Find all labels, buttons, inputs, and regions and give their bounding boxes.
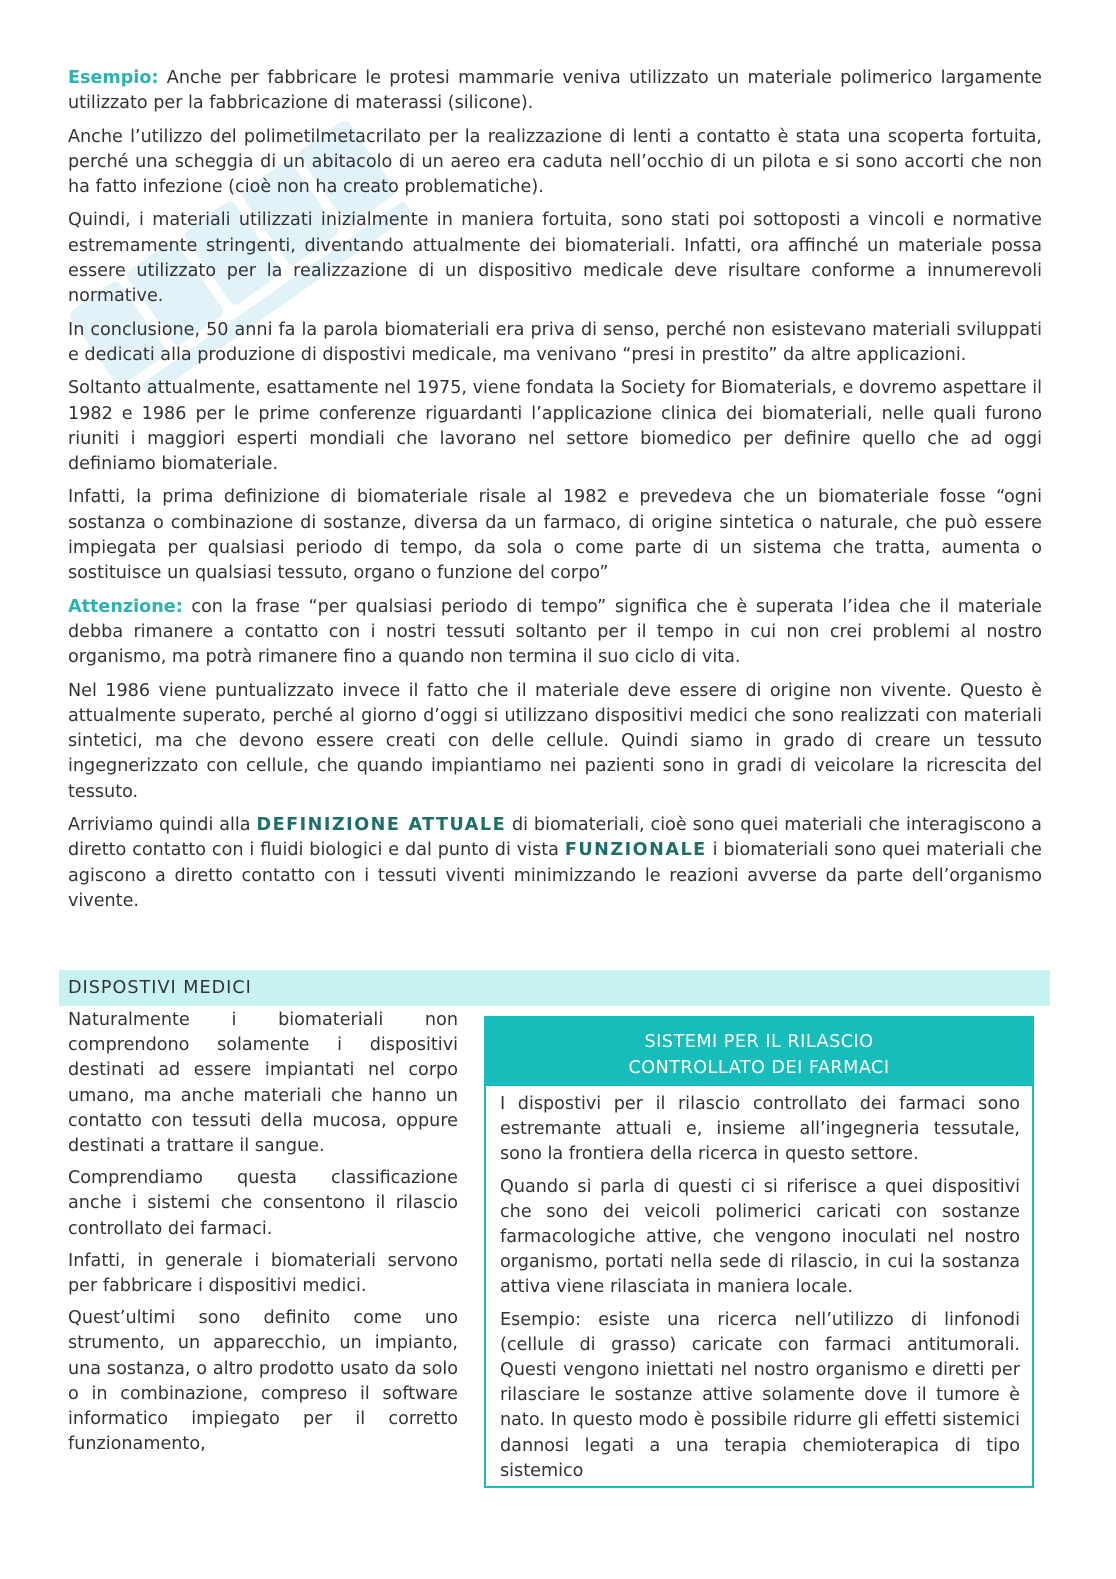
box-title-line: CONTROLLATO DEI FARMACI — [628, 1058, 890, 1078]
paragraph: Infatti, la prima definizione di biomateriale risale al 1982 e prevedeva che un biomateriale fosse “ogni sostanza o combinazione di sostanze, diversa da un farmaco, di origine sintetica o naturale, che può essere impiegata per qualsiasi periodo di tempo, da sola o come parte di un sistema che tratta, aumenta o sostituisce un qualsiasi tessuto, organo o funzione del corpo” — [68, 487, 1042, 584]
paragraph: Soltanto attualmente, esattamente nel 1975, viene fondata la Society for Biomaterials, e dovremo aspettare il 1982 e 1986 per le prime conferenze riguardanti l’applicazione clinica dei biomateriali, nelle quali furono riuniti i maggiori esperti mondiali che lavorano nel settore biomedico per definire quello che ad oggi definiamo biomateriale. — [68, 378, 1042, 475]
lead-label: Attenzione: — [68, 596, 183, 617]
box-body — [486, 1086, 1032, 1484]
paragraph: Nel 1986 viene puntualizzato invece il fatto che il materiale deve essere di origine non vivente. Questo è attualmente superato, perché al giorno d’oggi si utilizzano dispositivi medici che sono realizzati con materiali sintetici, ma che devono essere creati con delle cellule. Quindi siamo in grado di creare un tessuto ingegnerizzato con cellule, che quando impiantiamo nei pazienti sono in gradi di veicolare la ricrescita del tessuto. — [68, 680, 1042, 802]
paragraph: Quando si parla di questi ci si riferisce a quei dispositivi che sono dei veicoli polimerici caricati con sostanze farmacologiche attive, che vengono inoculati nel nostro organismo, portati nella sede di rilascio, in cui la sostanza attiva viene rilasciata in maniera locale. — [500, 1176, 1020, 1298]
sidebar-box — [484, 1016, 1034, 1488]
paragraph: Esempio: esiste una ricerca nell’utilizzo di linfonodi (cellule di grasso) caricate con farmaci antitumorali. Questi vengono iniettati nel nostro organismo e diretti per rilasciare le sostanze attive solamente dove il tumore è nato. In questo modo è possibile ridurre gli effetti sistemici dannosi legati a una terapia chemioterapica di tipo sistemico — [500, 1309, 1020, 1481]
paragraph-example: Esempio: Anche per fabbricare le protesi mammarie veniva utilizzato un materiale polimerico largamente utilizzato per la fabbricazione di materassi (silicone). — [68, 68, 1042, 114]
box-header — [486, 1018, 1032, 1086]
paragraph: Quest’ultimi sono definito come uno strumento, un apparecchio, un impianto, una sostanza, o altro prodotto usato da solo o in combinazione, compreso il software informatico impiegato per il corretto funzionamento, — [68, 1308, 458, 1455]
paragraph-attention: Attenzione: con la frase “per qualsiasi periodo di tempo” significa che è superata l’idea che il materiale debba rimanere a contatto con i nostri tessuti soltanto per il tempo in cui non crei problemi al nostro organismo, ma potrà rimanere fino a quando non termina il suo ciclo di vita. — [68, 596, 1042, 668]
paragraph: Anche l’utilizzo del polimetilmetacrilato per la realizzazione di lenti a contatto è stata una scoperta fortuita, perché una scheggia di un abitacolo di un aereo era caduta nell’occhio di un pilota e si sono accorti che non ha fatto infezione (cioè non ha creato problematiche). — [68, 126, 1042, 198]
paragraph: Naturalmente i biomateriali non comprendono solamente i dispositivi destinati ad essere impiantati nel corpo umano, ma anche materiali che hanno un contatto con tessuti della mucosa, oppure destinati a trattare il sangue. — [68, 1010, 458, 1157]
section-header — [59, 970, 1050, 1006]
paragraph-definition: Arriviamo quindi alla DEFINIZIONE ATTUALE di biomateriali, cioè sono quei materiali che interagiscono a diretto contatto con i fluidi biologici e dal punto di vista FUNZIONALE i biomateriali sono quei materiali che agiscono a diretto contatto con i tessuti viventi minimizzando le reazioni avverse da parte dell’organismo vivente. — [68, 815, 1042, 911]
main-text — [68, 66, 1042, 922]
term-definizione-attuale: DEFINIZIONE ATTUALE — [256, 815, 507, 836]
section-title: DISPOSTIVI MEDICI — [68, 978, 252, 998]
lead-label: Esempio: — [68, 68, 159, 88]
paragraph: Infatti, in generale i biomateriali servono per fabbricare i dispositivi medici. — [68, 1250, 458, 1297]
paragraph: Quindi, i materiali utilizzati inizialmente in maniera fortuita, sono stati poi sottoposti a vincoli e normative estremamente stringenti, diventando attualmente dei biomateriali. Infatti, ora affinché un materiale possa essere utilizzato per la realizzazione di un dispositivo medicale deve risultare conforme a innumerevoli normative. — [68, 210, 1042, 307]
term-funzionale: FUNZIONALE — [564, 840, 707, 861]
paragraph: Comprendiamo questa classificazione anche i sistemi che consentono il rilascio controllato dei farmaci. — [68, 1168, 458, 1239]
left-column — [68, 1008, 458, 1464]
paragraph: In conclusione, 50 anni fa la parola biomateriali era priva di senso, perché non esistevano materiali sviluppati e dedicati alla produzione di dispostivi medicale, ma venivano “presi in prestito” da altre applicazioni. — [68, 319, 1042, 365]
box-title-line: SISTEMI PER IL RILASCIO — [644, 1032, 874, 1052]
paragraph: I dispostivi per il rilascio controllato dei farmaci sono estremante attuali e, insieme all’ingegneria tessutale, sono la frontiera della ricerca in questo settore. — [500, 1094, 1020, 1165]
